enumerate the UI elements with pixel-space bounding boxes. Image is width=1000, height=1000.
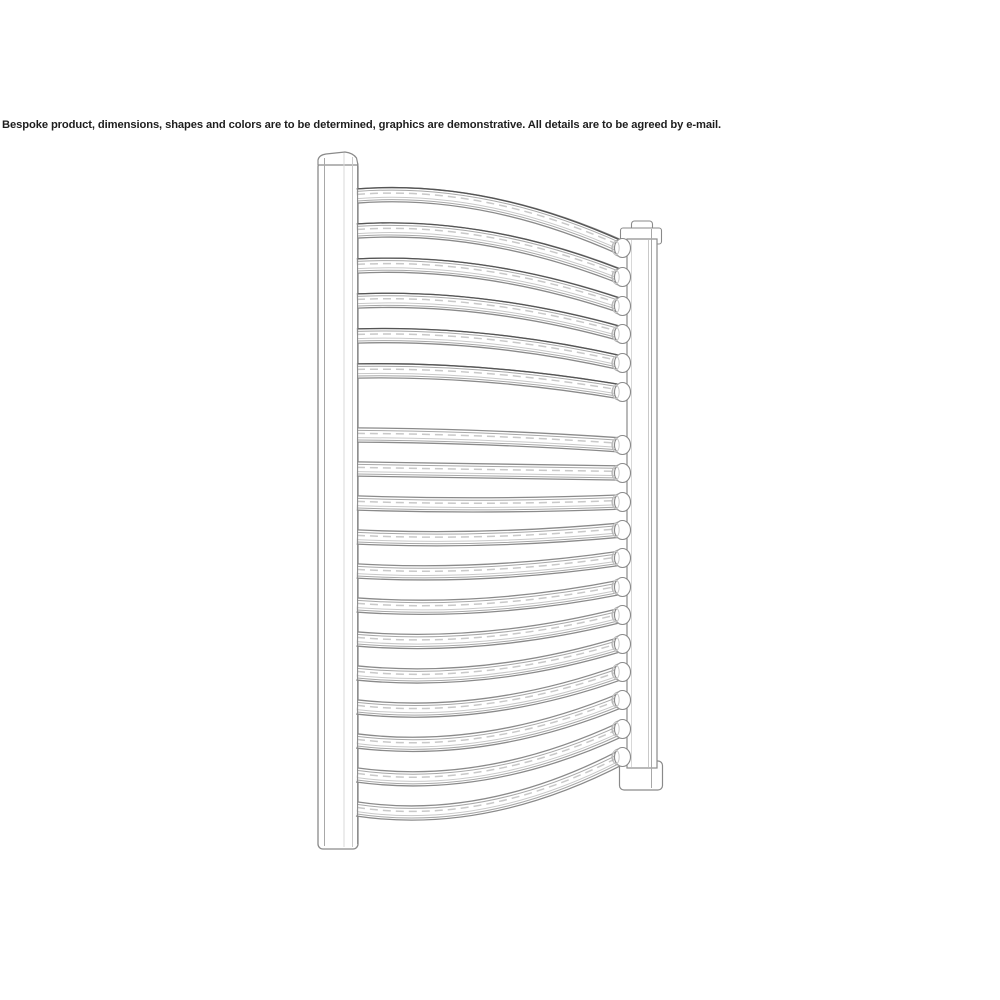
tube-group-bottom — [357, 430, 631, 818]
tube — [357, 549, 631, 578]
disclaimer-text: Bespoke product, dimensions, shapes and colors are to be determined, graphics are demonstrative. All details are to be agreed by e-mail. — [2, 119, 721, 131]
tube — [357, 464, 631, 483]
tube — [357, 430, 631, 454]
tube — [357, 578, 631, 613]
tube — [357, 521, 631, 544]
tube — [357, 493, 631, 512]
tube-group-top — [357, 188, 631, 402]
left-rail — [318, 152, 358, 849]
tube — [357, 364, 631, 402]
